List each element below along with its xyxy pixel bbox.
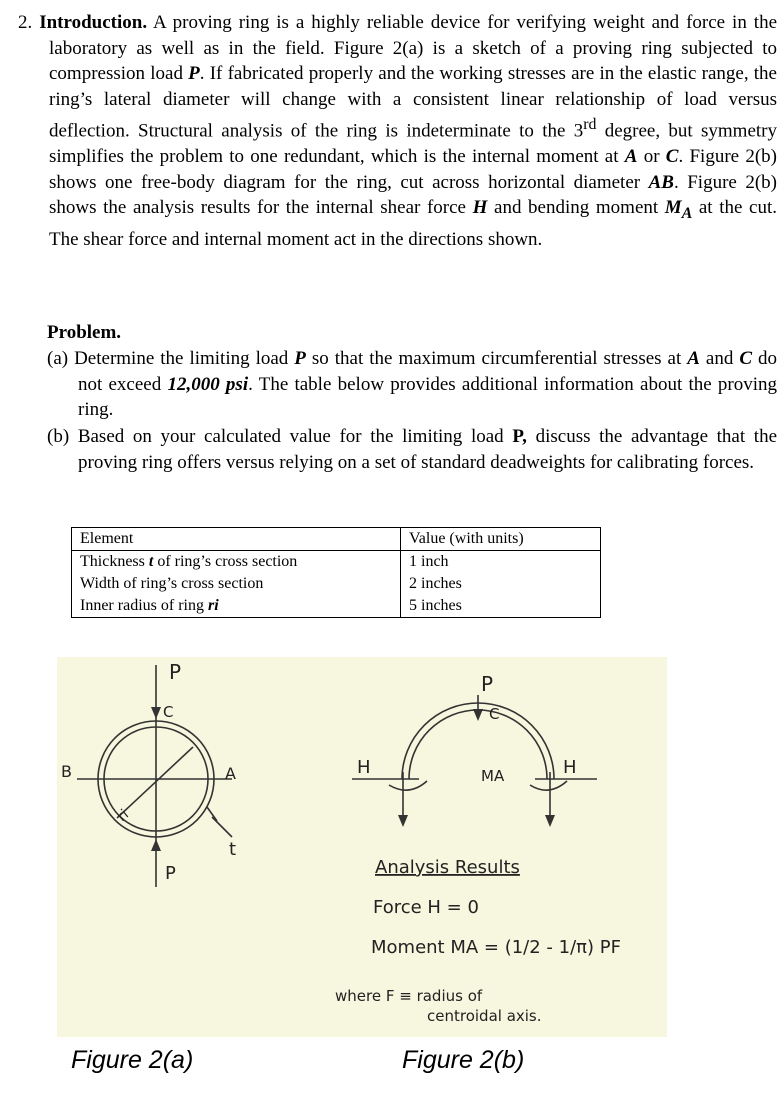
intro-heading: Introduction.	[39, 12, 148, 33]
table-cell-element: Width of ring’s cross section	[72, 573, 401, 595]
shear-arrowhead-right	[545, 815, 555, 827]
load-arrow-top	[151, 707, 161, 719]
thickness-leader	[212, 817, 232, 837]
load-arrow-head	[473, 709, 483, 721]
label-A: A	[225, 764, 236, 783]
figure-2b-caption: Figure 2(b)	[402, 1046, 525, 1074]
label-MA: MA	[481, 767, 505, 785]
figure-2b-fbd	[352, 695, 597, 822]
table-row	[72, 573, 601, 595]
superscript-rd: rd	[583, 116, 597, 134]
ring-properties-table	[71, 527, 601, 618]
label-P-top: P	[169, 660, 182, 684]
shear-arrowhead-left	[398, 815, 408, 827]
thickness-arrow	[207, 807, 217, 821]
table-row	[72, 595, 601, 618]
problem-heading: Problem.	[47, 322, 122, 343]
part-a-label: (a)	[47, 348, 75, 369]
var-C: C	[739, 348, 753, 369]
label-B: B	[61, 762, 72, 781]
table-header-value: Value (with units)	[401, 528, 601, 551]
figure-2a-caption: Figure 2(a)	[71, 1046, 194, 1074]
problem-part-b	[47, 424, 777, 475]
table-cell-value: 5 inches	[401, 595, 601, 618]
radius-line	[117, 747, 193, 818]
results-moment: Moment MA = (1/2 - 1/π) PF	[371, 937, 621, 958]
table-cell-value: 2 inches	[401, 573, 601, 595]
table-cell-element: Inner radius of ring ri	[72, 595, 401, 618]
label-C: C	[489, 705, 500, 723]
intro-paragraph	[18, 10, 777, 252]
part-b-label: (b)	[47, 426, 78, 447]
figure-panel	[57, 657, 667, 1037]
table-row	[72, 551, 601, 574]
table-cell-value: 1 inch	[401, 551, 601, 574]
intro-text: A proving ring is a highly reliable device for verifying weight and force in the laboratory as well as in the field. Figure 2(a) is a sketch of a proving ring subjected to compression load	[49, 12, 777, 85]
part-a-text: do not exceed	[78, 348, 777, 395]
part-a-text: so that the maximum circumferential stresses at	[305, 348, 688, 369]
intro-text: . Figure 2(b) shows the analysis results for the internal shear force	[49, 171, 777, 219]
figure-drawing	[57, 657, 667, 1037]
label-C: C	[163, 703, 174, 721]
table-header-element: Element	[72, 528, 401, 551]
results-where: where F ≡ radius of	[335, 987, 483, 1005]
moment-arrow-left	[389, 781, 427, 790]
intro-text: and bending moment	[487, 197, 665, 219]
label-H-left: H	[357, 757, 371, 778]
intro-text: or	[637, 146, 666, 168]
label-P-bottom: P	[165, 863, 176, 884]
figure-2a-ring	[77, 665, 232, 887]
label-P: P	[481, 672, 494, 696]
table-header-row	[72, 528, 601, 551]
part-a-text: Determine the limiting load	[74, 348, 295, 369]
var-P: P,	[512, 426, 527, 447]
problem-number: 2.	[18, 12, 33, 33]
results-title: Analysis Results	[375, 857, 520, 878]
intro-text: . If fabricated properly and the working stresses are in the elastic range, the ring’s lateral diameter will change with a consistent linear relationship of load versus deflection. Structural analysis of the ring is indeterminate to the 3	[49, 63, 777, 142]
intro-text: degree, but symmetry simplifies the problem to one redundant, which is the internal moment at	[49, 120, 777, 168]
var-P: P	[188, 63, 200, 85]
intro-text: at the cut. The shear force and internal moment act in the directions shown.	[49, 197, 777, 250]
intro-text: . Figure 2(b) shows one free-body diagram for the ring, cut across horizontal diameter	[49, 146, 777, 193]
label-t: t	[229, 839, 237, 860]
problem-part-a	[47, 346, 777, 423]
var-AB: AB	[648, 171, 674, 193]
table-cell-element: Thickness t of ring’s cross section	[72, 551, 401, 574]
var-C: C	[665, 146, 679, 168]
results-where-2: centroidal axis.	[427, 1007, 542, 1025]
stress-limit: 12,000 psi	[167, 373, 249, 395]
part-a-text: and	[699, 348, 740, 369]
var-P: P	[294, 348, 306, 369]
var-A: A	[624, 146, 638, 168]
moment-arrow-right	[530, 781, 567, 790]
label-H-right: H	[563, 757, 577, 778]
var-A: A	[687, 348, 700, 369]
results-force: Force H = 0	[373, 897, 479, 918]
var-M: M	[664, 197, 682, 219]
load-arrow-bottom	[151, 839, 161, 851]
part-b-text: Based on your calculated value for the limiting load	[77, 426, 513, 447]
var-H: H	[472, 197, 488, 219]
var-M-subscript: A	[681, 205, 693, 223]
label-ri: ri	[114, 806, 132, 826]
part-b-text: discuss the advantage that the proving ring offers versus relying on a set of standard deadweights for calibrating forces.	[78, 426, 777, 473]
part-a-text: . The table below provides additional information about the proving ring.	[78, 373, 777, 421]
